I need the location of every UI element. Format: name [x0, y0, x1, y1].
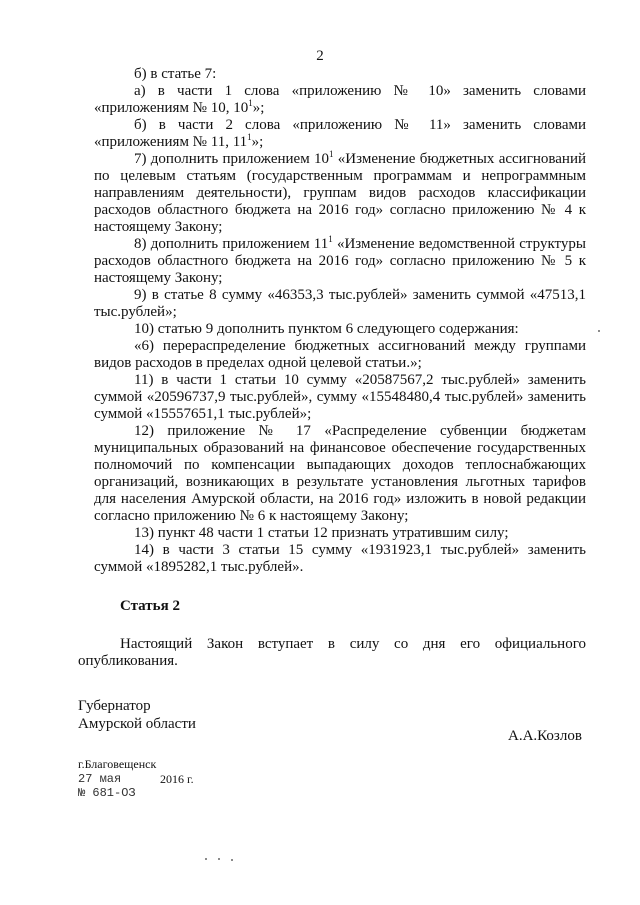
paragraph: 9) в статье 8 сумму «46353,3 тыс.рублей» заменить суммой «47513,1 тыс.рублей»; [94, 287, 586, 320]
city-line: г.Благовещенск [78, 757, 157, 771]
signatory-name: А.А.Козлов [508, 728, 582, 744]
page-number: 2 [316, 48, 324, 64]
year-label: 2016 г. [160, 772, 194, 786]
scan-speck [231, 859, 233, 861]
paragraph: «6) перераспределение бюджетных ассигнований между группами видов расходов в пределах одной целевой статьи.»; [94, 338, 586, 371]
document-number: № 681-ОЗ [78, 786, 136, 800]
article-heading: Статья 2 [120, 598, 180, 614]
paragraph: 11) в части 1 статьи 10 сумму «20587567,2 тыс.рублей» заменить суммой «20596737,9 тыс.рублей», сумму «15548480,4 тыс.рублей» заменить суммой «15557651,1 тыс.рублей»; [94, 372, 586, 422]
paragraph: 10) статью 9 дополнить пунктом 6 следующего содержания: [134, 321, 519, 337]
paragraph: 12) приложение № 17 «Распределение субвенции бюджетам муниципальных образований на финансовое обеспечение государственных полномочий по компенсации выпадающих доходов теплоснабжающих организаций, возникающих в результате установления льготных тарифов для населения Амурской области, на 2016 год» изложить в новой редакции согласно приложению № 6 к настоящему Закону; [94, 423, 586, 524]
amendments-list [94, 66, 586, 576]
scan-speck [205, 858, 207, 860]
paragraph: 13) пункт 48 части 1 статьи 12 признать утратившим силу; [134, 525, 509, 541]
law-effective-text: Настоящий Закон вступает в силу со дня его официального опубликования. [78, 636, 586, 669]
scan-speck [598, 330, 600, 332]
date-stamp: 27 мая [78, 772, 122, 786]
governor-title: Губернатор [78, 698, 151, 714]
governor-region: Амурской области [78, 716, 196, 732]
paragraph: 14) в части 3 статьи 15 сумму «1931923,1 тыс.рублей» заменить суммой «1895282,1 тыс.рублей». [94, 542, 586, 575]
paragraph: б) в статье 7: [134, 66, 217, 82]
scan-speck [218, 858, 220, 860]
paragraph: 7) дополнить приложением $10^1$ «Изменение бюджетных ассигнований по целевым статьям (государственным программам и непрограммным направлениям деятельности), группам видов расходов классификации расходов областного бюджета на 2016 год» согласно приложению № 4 к настоящему Закону; [94, 149, 586, 235]
paragraph: 8) дополнить приложением $11^1$ «Изменение ведомственной структуры расходов областного бюджета на 2016 год» согласно приложению № 5 к настоящему Закону; [94, 234, 586, 286]
paragraph: а) в части 1 слова «приложению № 10» заменить словами «приложениям № 10, $10^1$»; [94, 83, 586, 116]
paragraph: б) в части 2 слова «приложению № 11» заменить словами «приложениям № 11, $11^1$»; [94, 117, 586, 150]
